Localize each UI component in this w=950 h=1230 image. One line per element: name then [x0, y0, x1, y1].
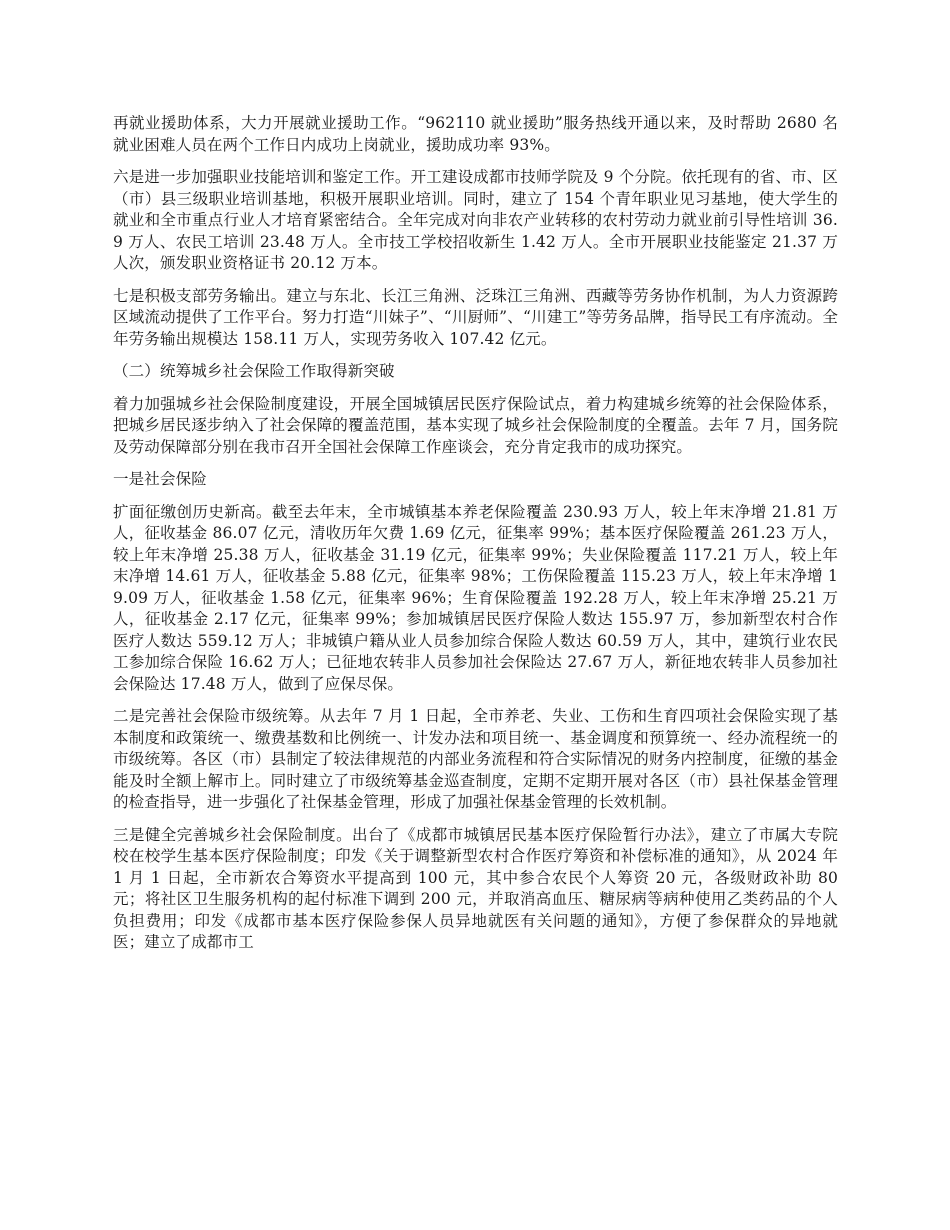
section-heading-social-insurance: （二）统筹城乡社会保险工作取得新突破: [113, 362, 395, 380]
paragraph-coverage-statistics: 扩面征缴创历史新高。截至去年末，全市城镇基本养老保险覆盖 230.93 万人，较上年末净增 21.81 万人，征收基金 86.07 亿元，清收历年欠费 1.69 亿元，征集率 99%；基本医疗保险覆盖 261.23 万人，较上年末净增 25.38 万人，征收基金 31.19 亿元，征集率 99%；失业保险覆盖 117.21 万人，较上年末净增 14.61 万人，征收基金 5.88 亿元，征集率 98%；工伤保险覆盖 115.23 万人，较上年末净增 19.09 万人，征收基金 1.58 亿元，征集率 96%；生育保险覆盖 192.28 万人，较上年末净增 25.21 万人，征收基金 2.17 亿元，征集率 99%；参加城镇居民医疗保险人数达 155.97 万，参加新型农村合作医疗人数达 559.12 万人；非城镇户籍从业人员参加综合保险人数达 60.59 万人，其中，建筑行业农民工参加综合保险 16.62 万人；已征地农转非人员参加社会保险达 27.67 万人，新征地农转非人员参加社会保险达 17.48 万人，做到了应保尽保。: [113, 502, 838, 693]
document-body: [113, 113, 838, 965]
paragraph-vocational-training: 六是进一步加强职业技能培训和鉴定工作。开工建设成都市技师学院及 9 个分院。依托现有的省、市、区（市）县三级职业培训基地，积极开展职业培训。同时，建立了 154 个青年职业见习基地，使大学生的就业和全市重点行业人才培育紧密结合。全年完成对向非农产业转移的农村劳动力就业前引导性培训 36.9 万人、农民工培训 23.48 万人。全市技工学校招收新生 1.42 万人。全市开展职业技能鉴定 21.37 万人次，颁发职业资格证书 20.12 万本。: [113, 168, 838, 272]
paragraph-employment-assistance: 再就业援助体系，大力开展就业援助工作。“962110 就业援助”服务热线开通以来，及时帮助 2680 名就业困难人员在两个工作日内成功上岗就业，援助成功率 93%。: [113, 114, 838, 154]
subheading-social-insurance: 一是社会保险: [113, 470, 207, 488]
paragraph-insurance-system: 三是健全完善城乡社会保险制度。出台了《成都市城镇居民基本医疗保险暂行办法》，建立了市属大专院校在校学生基本医疗保险制度；印发《关于调整新型农村合作医疗筹资和补偿标准的通知》，从 2024 年 1 月 1 日起，全市新农合筹资水平提高到 100 元，其中参合农民个人筹资 20 元，各级财政补助 80 元；将社区卫生服务机构的起付标准下调到 200 元，并取消高血压、糖尿病等病种使用乙类药品的个人负担费用；印发《成都市基本医疗保险参保人员异地就医有关问题的通知》，方便了参保群众的异地就医；建立了成都市工: [113, 825, 838, 951]
paragraph-labor-export: 七是积极支部劳务输出。建立与东北、长江三角洲、泛珠江三角洲、西藏等劳务协作机制，为人力资源跨区域流动提供了工作平台。努力打造“川妹子”、“川厨师”、“川建工”等劳务品牌，指导民工有序流动。全年劳务输出规模达 158.11 万人，实现劳务收入 107.42 亿元。: [113, 286, 838, 348]
paragraph-city-level-coordination: 二是完善社会保险市级统筹。从去年 7 月 1 日起，全市养老、失业、工伤和生育四项社会保险实现了基本制度和政策统一、缴费基数和比例统一、计发办法和项目统一、基金调度和预算统一、经办流程统一的市级统筹。各区（市）县制定了较法律规范的内部业务流程和符合实际情况的财务内控制度，征缴的基金能及时全额上解市上。同时建立了市级统筹基金巡查制度，定期不定期开展对各区（市）县社保基金管理的检查指导，进一步强化了社保基金管理，形成了加强社保基金管理的长效机制。: [113, 707, 838, 811]
paragraph-social-insurance-overview: 着力加强城乡社会保险制度建设，开展全国城镇居民医疗保险试点，着力构建城乡统筹的社会保险体系，把城乡居民逐步纳入了社会保障的覆盖范围，基本实现了城乡社会保险制度的全覆盖。去年 7 月，国务院及劳动保障部分别在我市召开全国社会保障工作座谈会，充分肯定我市的成功探究。: [113, 394, 838, 456]
